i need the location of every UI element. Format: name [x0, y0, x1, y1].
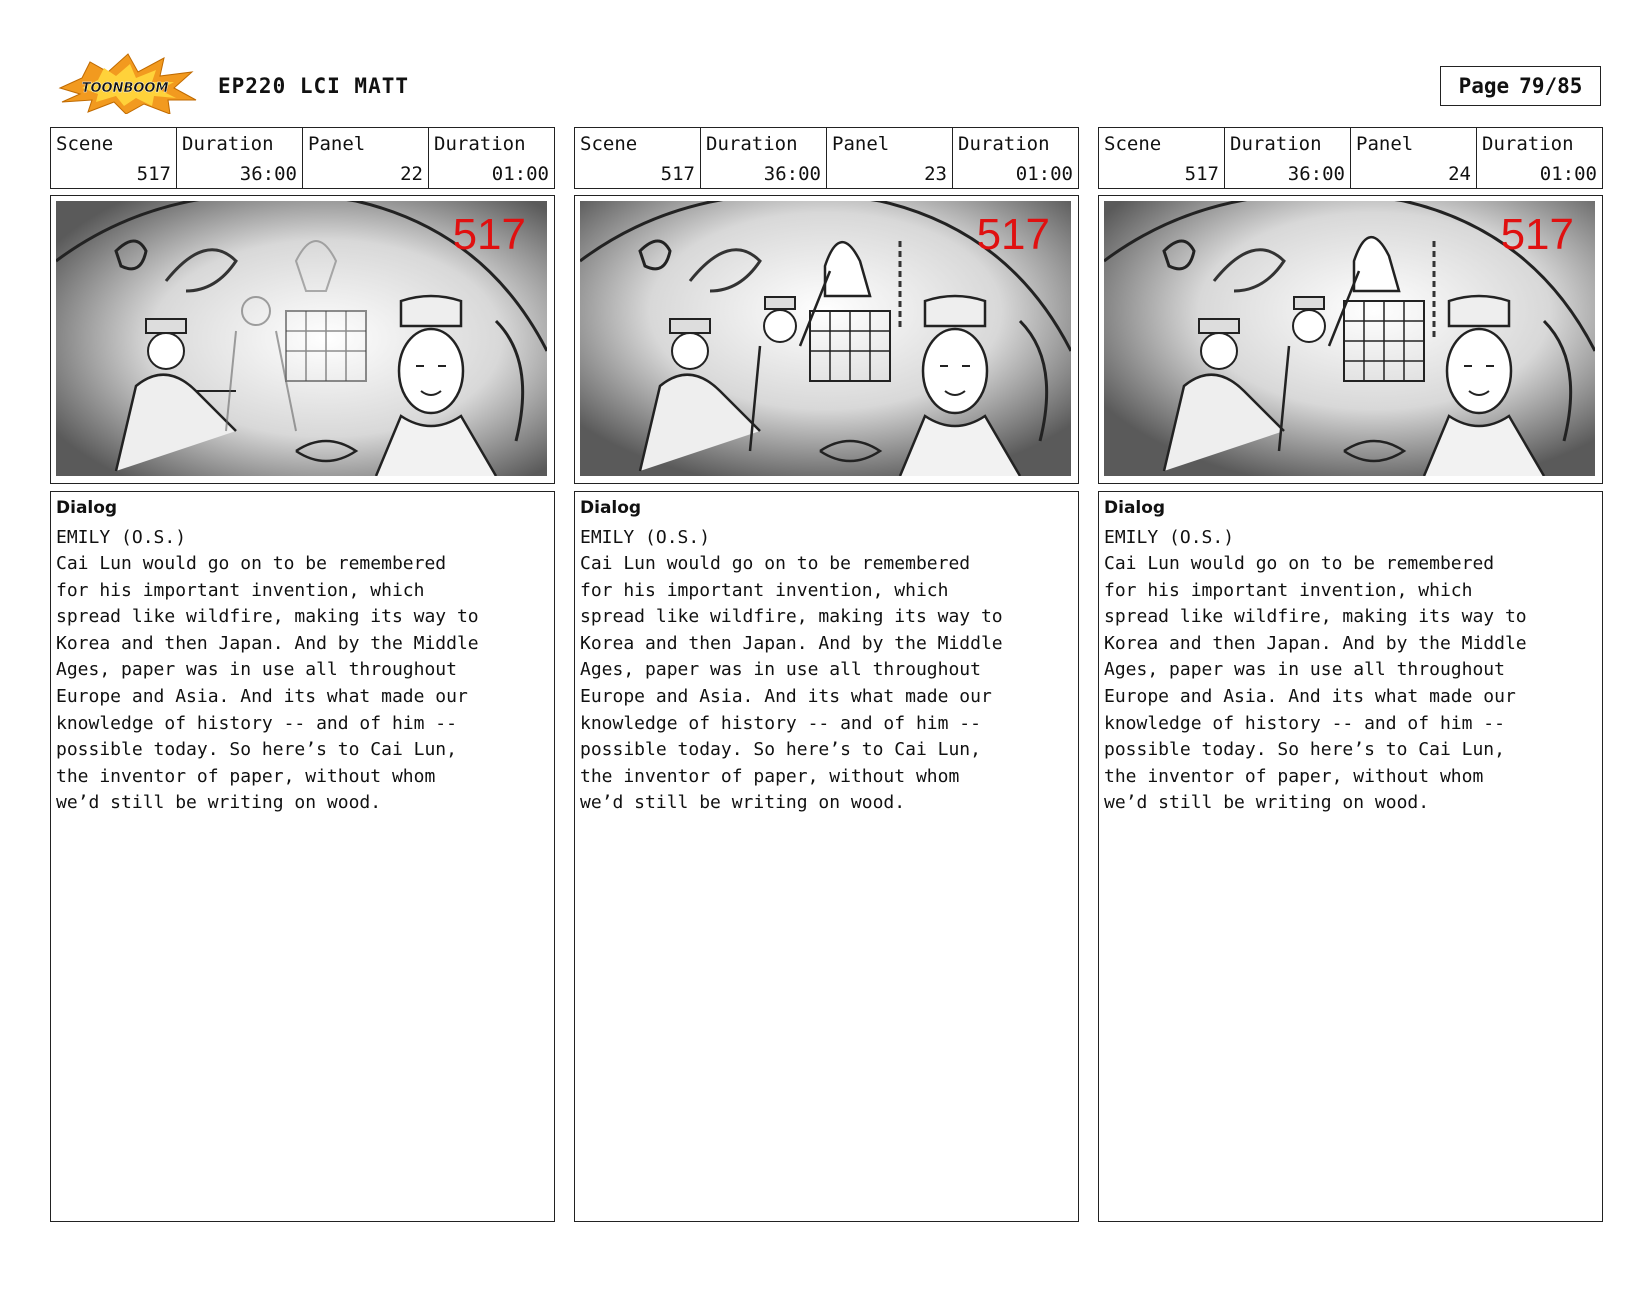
scene-label: Scene [580, 133, 638, 155]
storyboard-panel-1 [50, 127, 555, 1222]
storyboard-frame [1098, 195, 1603, 484]
panel-duration-cell [953, 128, 1078, 188]
duration-label: Duration [958, 133, 1050, 155]
panel-label: Panel [308, 133, 366, 155]
panel-info-table [574, 127, 1079, 189]
storyboard-panel-3 [1098, 127, 1603, 1222]
panel-cell [1351, 128, 1477, 188]
storyboard-frame [50, 195, 555, 484]
panel-number: 23 [924, 163, 947, 185]
dialog-label: Dialog [56, 498, 118, 518]
scene-number: 517 [660, 163, 695, 185]
scene-cell [575, 128, 701, 188]
dialog-label: Dialog [580, 498, 642, 518]
panel-duration: 01:00 [1015, 163, 1073, 185]
storyboard-sketch [1104, 201, 1595, 476]
scene-duration-cell [177, 128, 303, 188]
dialog-box [1098, 491, 1603, 1222]
scene-duration-cell [1225, 128, 1351, 188]
panel-number: 24 [1448, 163, 1471, 185]
scene-number-overlay: 517 [976, 210, 1050, 259]
scene-number: 517 [136, 163, 171, 185]
panel-info-table [1098, 127, 1603, 189]
panel-duration-cell [429, 128, 554, 188]
dialog-text: Cai Lun would go on to be remembered for his important invention, which spread like wildfire, making its way to Korea and then Japan. And by the Middle Ages, paper was in use all throughout Europe and Asia. And its what made our knowledge of history -- and of him -- possible today. So here’s to Cai Lun, the inventor of paper, without whom we’d still be writing on wood. [56, 553, 479, 814]
scene-duration: 36:00 [763, 163, 821, 185]
panel-label: Panel [1356, 133, 1414, 155]
panel-number: 22 [400, 163, 423, 185]
duration-label: Duration [1482, 133, 1574, 155]
panel-duration: 01:00 [491, 163, 549, 185]
scene-cell [51, 128, 177, 188]
storyboard-sketch [580, 201, 1071, 476]
page-label: Page [1458, 74, 1510, 98]
scene-number-overlay: 517 [1500, 210, 1574, 259]
panel-cell [827, 128, 953, 188]
scene-label: Scene [56, 133, 114, 155]
dialog-speaker: EMILY (O.S.) [580, 527, 711, 548]
dialog-speaker: EMILY (O.S.) [1104, 527, 1235, 548]
dialog-speaker: EMILY (O.S.) [56, 527, 187, 548]
storyboard-frame [574, 195, 1079, 484]
dialog-label: Dialog [1104, 498, 1166, 518]
page-number: 79/85 [1519, 74, 1583, 98]
dialog-text: Cai Lun would go on to be remembered for his important invention, which spread like wildfire, making its way to Korea and then Japan. And by the Middle Ages, paper was in use all throughout Europe and Asia. And its what made our knowledge of history -- and of him -- possible today. So here’s to Cai Lun, the inventor of paper, without whom we’d still be writing on wood. [580, 553, 1003, 814]
scene-duration: 36:00 [1287, 163, 1345, 185]
panel-duration: 01:00 [1539, 163, 1597, 185]
scene-number-overlay: 517 [452, 210, 526, 259]
storyboard-sketch [56, 201, 547, 476]
scene-duration-cell [701, 128, 827, 188]
duration-label: Duration [706, 133, 798, 155]
duration-label: Duration [1230, 133, 1322, 155]
duration-label: Duration [182, 133, 274, 155]
scene-number: 517 [1184, 163, 1219, 185]
dialog-text: Cai Lun would go on to be remembered for his important invention, which spread like wildfire, making its way to Korea and then Japan. And by the Middle Ages, paper was in use all throughout Europe and Asia. And its what made our knowledge of history -- and of him -- possible today. So here’s to Cai Lun, the inventor of paper, without whom we’d still be writing on wood. [1104, 553, 1527, 814]
panel-label: Panel [832, 133, 890, 155]
scene-cell [1099, 128, 1225, 188]
dialog-box [574, 491, 1079, 1222]
panel-cell [303, 128, 429, 188]
scene-label: Scene [1104, 133, 1162, 155]
document-title: EP220 LCI MATT [218, 74, 410, 98]
page-indicator [1440, 66, 1601, 106]
scene-duration: 36:00 [239, 163, 297, 185]
storyboard-panel-2 [574, 127, 1079, 1222]
panel-info-table [50, 127, 555, 189]
logo-text: TOONBOOM [81, 81, 169, 96]
dialog-box [50, 491, 555, 1222]
duration-label: Duration [434, 133, 526, 155]
panel-duration-cell [1477, 128, 1602, 188]
toonboom-logo [52, 52, 198, 114]
